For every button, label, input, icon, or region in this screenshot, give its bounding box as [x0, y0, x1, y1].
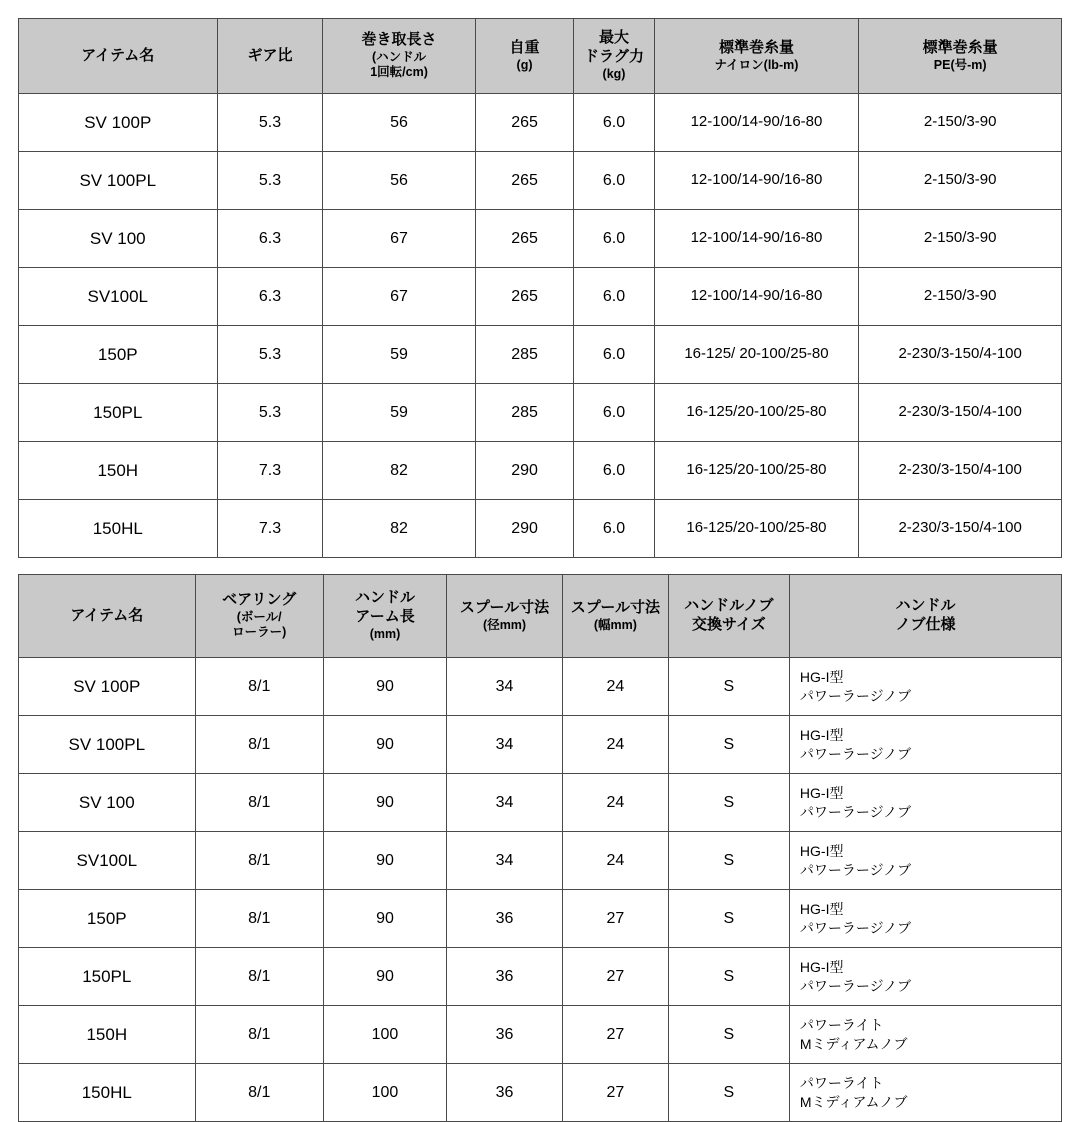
cell-weight: 290 [475, 442, 574, 500]
cell-item-name: SV100L [19, 832, 196, 890]
cell-spool-width: 24 [563, 832, 669, 890]
cell-spool-width: 24 [563, 774, 669, 832]
table2-body [19, 658, 1062, 1122]
header-sub-text: (ボール/ ローラー) [232, 609, 287, 640]
header-cell-knob-spec [789, 575, 1061, 658]
cell-item-name: 150P [19, 326, 218, 384]
cell-retrieve-length: 67 [323, 210, 475, 268]
cell-spool-diameter: 36 [447, 890, 563, 948]
table-row [19, 94, 1062, 152]
cell-spool-diameter: 34 [447, 658, 563, 716]
spec-table-secondary [18, 574, 1062, 1122]
table-row [19, 384, 1062, 442]
cell-knob-spec [789, 890, 1061, 948]
header-sub-text: (ハンドル 1回転/cm) [370, 49, 428, 80]
header-sub-text: (kg) [602, 66, 626, 81]
cell-knob-spec [789, 716, 1061, 774]
cell-knob-exchange-size: S [668, 832, 789, 890]
cell-handle-arm-length: 90 [323, 832, 446, 890]
cell-item-name: 150HL [19, 1064, 196, 1122]
knob-spec-line-2: パワーラージノブ [799, 977, 912, 994]
cell-handle-arm-length: 100 [323, 1064, 446, 1122]
cell-handle-arm-length: 90 [323, 774, 446, 832]
header-main-text: ハンドル ノブ仕様 [895, 597, 956, 633]
header-sub-text: (g) [516, 57, 533, 72]
header-sub-text: (幅mm) [593, 617, 637, 632]
cell-item-name: SV 100 [19, 774, 196, 832]
table-row [19, 774, 1062, 832]
knob-spec-line-2: パワーラージノブ [799, 803, 912, 820]
header-main-text: ベアリング [222, 591, 297, 608]
cell-gear-ratio: 6.3 [217, 268, 323, 326]
cell-weight: 285 [475, 326, 574, 384]
cell-max-drag: 6.0 [574, 152, 654, 210]
cell-handle-arm-length: 90 [323, 716, 446, 774]
cell-bearings: 8/1 [195, 948, 323, 1006]
knob-spec-line-1: パワーライト [799, 1016, 884, 1033]
table-row [19, 442, 1062, 500]
header-cell-item-name [19, 19, 218, 94]
cell-handle-arm-length: 100 [323, 1006, 446, 1064]
cell-pe-capacity: 2-150/3-90 [859, 152, 1062, 210]
table-row [19, 1064, 1062, 1122]
cell-knob-exchange-size: S [668, 1006, 789, 1064]
cell-max-drag: 6.0 [574, 442, 654, 500]
cell-nylon-capacity: 12-100/14-90/16-80 [654, 152, 859, 210]
header-cell-spool-width [563, 575, 669, 658]
cell-knob-spec [789, 1064, 1061, 1122]
cell-spool-width: 27 [563, 1064, 669, 1122]
header-cell-gear-ratio [217, 19, 323, 94]
cell-retrieve-length: 56 [323, 94, 475, 152]
cell-pe-capacity: 2-230/3-150/4-100 [859, 326, 1062, 384]
table-row [19, 832, 1062, 890]
cell-pe-capacity: 2-150/3-90 [859, 94, 1062, 152]
cell-retrieve-length: 59 [323, 326, 475, 384]
header-sub-text: (径mm) [483, 617, 527, 632]
cell-spool-width: 27 [563, 1006, 669, 1064]
table1-header [19, 19, 1062, 94]
cell-weight: 285 [475, 384, 574, 442]
header-cell-line-capacity-pe [859, 19, 1062, 94]
cell-spool-diameter: 36 [447, 1006, 563, 1064]
cell-spool-diameter: 34 [447, 774, 563, 832]
cell-item-name: SV 100P [19, 658, 196, 716]
knob-spec-line-1: HG-I型 [799, 842, 844, 859]
cell-item-name: SV 100 [19, 210, 218, 268]
cell-nylon-capacity: 16-125/20-100/25-80 [654, 442, 859, 500]
table-header-row [19, 19, 1062, 94]
cell-gear-ratio: 5.3 [217, 94, 323, 152]
header-main-text: 標準巻糸量 [718, 38, 794, 56]
header-cell-retrieve-length [323, 19, 475, 94]
cell-spool-diameter: 36 [447, 948, 563, 1006]
table-row [19, 948, 1062, 1006]
cell-bearings: 8/1 [195, 716, 323, 774]
cell-spool-width: 27 [563, 948, 669, 1006]
cell-pe-capacity: 2-230/3-150/4-100 [859, 384, 1062, 442]
header-cell-handle-arm-length [323, 575, 446, 658]
table1-body [19, 94, 1062, 558]
knob-spec-line-2: Mミディアムノブ [799, 1093, 908, 1110]
cell-bearings: 8/1 [195, 832, 323, 890]
header-cell-line-capacity-nylon [654, 19, 859, 94]
header-main-text: スプール寸法 [459, 598, 550, 616]
table-row [19, 890, 1062, 948]
cell-gear-ratio: 5.3 [217, 384, 323, 442]
table-header-row [19, 575, 1062, 658]
cell-max-drag: 6.0 [574, 268, 654, 326]
knob-spec-line-2: パワーラージノブ [799, 861, 912, 878]
cell-knob-exchange-size: S [668, 774, 789, 832]
cell-pe-capacity: 2-230/3-150/4-100 [859, 500, 1062, 558]
cell-gear-ratio: 5.3 [217, 152, 323, 210]
header-cell-bearings [195, 575, 323, 658]
header-cell-spool-diameter [447, 575, 563, 658]
cell-spool-width: 24 [563, 658, 669, 716]
knob-spec-line-2: パワーラージノブ [799, 687, 912, 704]
cell-item-name: SV 100P [19, 94, 218, 152]
cell-handle-arm-length: 90 [323, 948, 446, 1006]
cell-item-name: 150P [19, 890, 196, 948]
cell-bearings: 8/1 [195, 774, 323, 832]
cell-gear-ratio: 6.3 [217, 210, 323, 268]
cell-weight: 265 [475, 94, 574, 152]
header-cell-knob-exchange-size [668, 575, 789, 658]
header-main-text: アイテム名 [81, 46, 155, 64]
cell-weight: 265 [475, 268, 574, 326]
header-main-text: 最大 ドラグ力 [584, 29, 645, 66]
cell-max-drag: 6.0 [574, 500, 654, 558]
cell-knob-exchange-size: S [668, 716, 789, 774]
table-row [19, 152, 1062, 210]
cell-knob-spec [789, 832, 1061, 890]
cell-knob-exchange-size: S [668, 890, 789, 948]
header-sub-text: ナイロン(lb-m) [714, 57, 799, 72]
cell-bearings: 8/1 [195, 890, 323, 948]
cell-knob-exchange-size: S [668, 948, 789, 1006]
cell-weight: 265 [475, 210, 574, 268]
cell-max-drag: 6.0 [574, 94, 654, 152]
cell-spool-diameter: 34 [447, 832, 563, 890]
cell-spool-width: 27 [563, 890, 669, 948]
cell-pe-capacity: 2-150/3-90 [859, 268, 1062, 326]
cell-gear-ratio: 5.3 [217, 326, 323, 384]
header-cell-max-drag [574, 19, 654, 94]
knob-spec-line-1: HG-I型 [799, 726, 844, 743]
knob-spec-line-2: パワーラージノブ [799, 745, 912, 762]
knob-spec-line-2: Mミディアムノブ [799, 1035, 908, 1052]
cell-bearings: 8/1 [195, 658, 323, 716]
cell-item-name: 150PL [19, 384, 218, 442]
cell-knob-exchange-size: S [668, 658, 789, 716]
cell-gear-ratio: 7.3 [217, 442, 323, 500]
table-row [19, 658, 1062, 716]
header-sub-text: PE(号-m) [933, 57, 987, 72]
header-cell-item-name [19, 575, 196, 658]
cell-nylon-capacity: 16-125/ 20-100/25-80 [654, 326, 859, 384]
cell-bearings: 8/1 [195, 1064, 323, 1122]
header-main-text: アイテム名 [70, 606, 144, 624]
cell-item-name: SV100L [19, 268, 218, 326]
knob-spec-line-1: HG-I型 [799, 900, 844, 917]
knob-spec-line-2: パワーラージノブ [799, 919, 912, 936]
table-row [19, 500, 1062, 558]
knob-spec-line-1: HG-I型 [799, 784, 844, 801]
knob-spec-line-1: パワーライト [799, 1074, 884, 1091]
table-row [19, 210, 1062, 268]
header-sub-text: (mm) [369, 626, 401, 641]
header-main-text: 標準巻糸量 [922, 38, 998, 56]
cell-bearings: 8/1 [195, 1006, 323, 1064]
table-row [19, 268, 1062, 326]
header-main-text: ハンドルノブ 交換サイズ [684, 597, 774, 633]
spec-table-primary [18, 18, 1062, 558]
cell-retrieve-length: 82 [323, 442, 475, 500]
cell-item-name: SV 100PL [19, 152, 218, 210]
cell-item-name: 150H [19, 1006, 196, 1064]
header-main-text: ギア比 [247, 46, 293, 64]
cell-nylon-capacity: 12-100/14-90/16-80 [654, 268, 859, 326]
header-cell-weight [475, 19, 574, 94]
knob-spec-line-1: HG-I型 [799, 668, 844, 685]
cell-item-name: 150H [19, 442, 218, 500]
cell-item-name: 150PL [19, 948, 196, 1006]
cell-retrieve-length: 59 [323, 384, 475, 442]
cell-knob-exchange-size: S [668, 1064, 789, 1122]
cell-item-name: 150HL [19, 500, 218, 558]
cell-spool-diameter: 36 [447, 1064, 563, 1122]
table-row [19, 716, 1062, 774]
cell-handle-arm-length: 90 [323, 658, 446, 716]
header-main-text: スプール寸法 [570, 598, 661, 616]
cell-max-drag: 6.0 [574, 326, 654, 384]
cell-weight: 290 [475, 500, 574, 558]
table-row [19, 326, 1062, 384]
cell-nylon-capacity: 16-125/20-100/25-80 [654, 500, 859, 558]
cell-knob-spec [789, 774, 1061, 832]
header-main-text: 自重 [509, 38, 540, 56]
knob-spec-line-1: HG-I型 [799, 958, 844, 975]
cell-item-name: SV 100PL [19, 716, 196, 774]
cell-max-drag: 6.0 [574, 210, 654, 268]
cell-pe-capacity: 2-230/3-150/4-100 [859, 442, 1062, 500]
cell-retrieve-length: 82 [323, 500, 475, 558]
cell-retrieve-length: 56 [323, 152, 475, 210]
cell-knob-spec [789, 658, 1061, 716]
cell-retrieve-length: 67 [323, 268, 475, 326]
table-row [19, 1006, 1062, 1064]
table2-header [19, 575, 1062, 658]
cell-weight: 265 [475, 152, 574, 210]
cell-knob-spec [789, 948, 1061, 1006]
cell-nylon-capacity: 16-125/20-100/25-80 [654, 384, 859, 442]
cell-spool-width: 24 [563, 716, 669, 774]
cell-nylon-capacity: 12-100/14-90/16-80 [654, 210, 859, 268]
cell-gear-ratio: 7.3 [217, 500, 323, 558]
cell-nylon-capacity: 12-100/14-90/16-80 [654, 94, 859, 152]
cell-max-drag: 6.0 [574, 384, 654, 442]
cell-handle-arm-length: 90 [323, 890, 446, 948]
header-main-text: 巻き取長さ [361, 31, 437, 48]
cell-knob-spec [789, 1006, 1061, 1064]
header-main-text: ハンドル アーム長 [354, 589, 415, 626]
cell-pe-capacity: 2-150/3-90 [859, 210, 1062, 268]
cell-spool-diameter: 34 [447, 716, 563, 774]
